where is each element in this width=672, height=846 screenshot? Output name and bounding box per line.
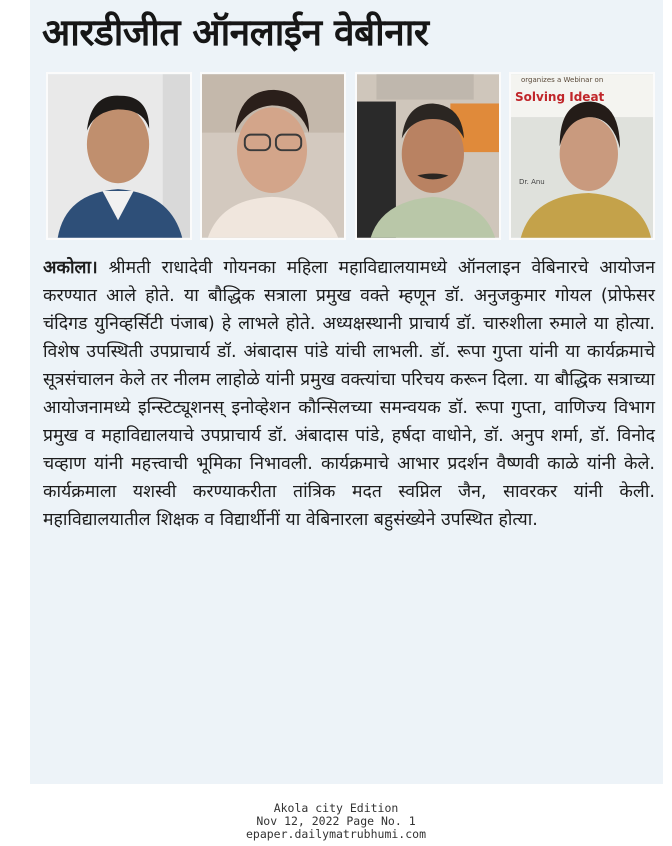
dateline: अकोला। [43, 258, 98, 278]
speaker-photo-1[interactable] [46, 72, 192, 240]
speaker-3-image [357, 74, 499, 238]
footer-site[interactable]: epaper.dailymatrubhumi.com [245, 827, 426, 841]
speaker-1-image [48, 74, 190, 238]
slide-caption: organizes a Webinar on [521, 76, 604, 84]
slide-presenter: Dr. Anu [519, 178, 545, 186]
speaker-2-image [202, 74, 344, 238]
article-body [43, 254, 655, 534]
slide-title: Solving Ideat [515, 90, 605, 104]
footer-edition: Akola city Edition [273, 801, 399, 815]
speaker-photo-2[interactable] [200, 72, 346, 240]
headline: आरडीजीत ऑनलाईन वेबीनार [42, 11, 429, 54]
speaker-photo-4[interactable] [509, 72, 655, 240]
speaker-photo-3[interactable] [355, 72, 501, 240]
footer-date-page: Nov 12, 2022 Page No. 1 [256, 814, 416, 828]
article-text: श्रीमती राधादेवी गोयनका महिला महाविद्यालयामध्ये ऑनलाइन वेबिनारचे आयोजन करण्यात आले होते. या बौद्धिक सत्राला प्रमुख वक्ते म्हणून डॉ. अनुजकुमार गोयल (प्रोफेसर चंदिगड युनिव्हर्सिटी पंजाब) हे लाभले होते. अध्यक्षस्थानी प्राचार्य डॉ. चारुशीला रुमाले या होत्या. विशेष उपस्थिती उपप्राचार्य डॉ. अंबादास पांडे यांची लाभली. डॉ. रूपा गुप्ता यांनी या कार्यक्रमाचे सूत्रसंचालन केले तर नीलम लाहोळे यांनी प्रमुख वक्त्यांचा परिचय करून दिला. या बौद्धिक सत्राच्या आयोजनामध्ये इन्स्टिट्यूशनस् इनोव्हेशन कौन्सिलच्या समन्वयक डॉ. रूपा गुप्ता, वाणिज्य विभाग प्रमुख व महाविद्यालयाचे उपप्राचार्य डॉ. अंबादास पांडे, हर्षदा वाधोने, डॉ. अनुप शर्मा, डॉ. विनोद चव्हाण यांनी महत्त्वाची भूमिका निभावली. कार्यक्रमाचे आभार प्रदर्शन वैष्णवी काळे यांनी केले. कार्यक्रमाला यशस्वी करण्याकरीता तांत्रिक मदत स्वप्निल जैन, सावरकर यांनी केली. महाविद्यालयातील शिक्षक व विद्यार्थीनीं या वेबिनारला बहुसंख्येने उपस्थित होत्या. [43, 258, 655, 530]
